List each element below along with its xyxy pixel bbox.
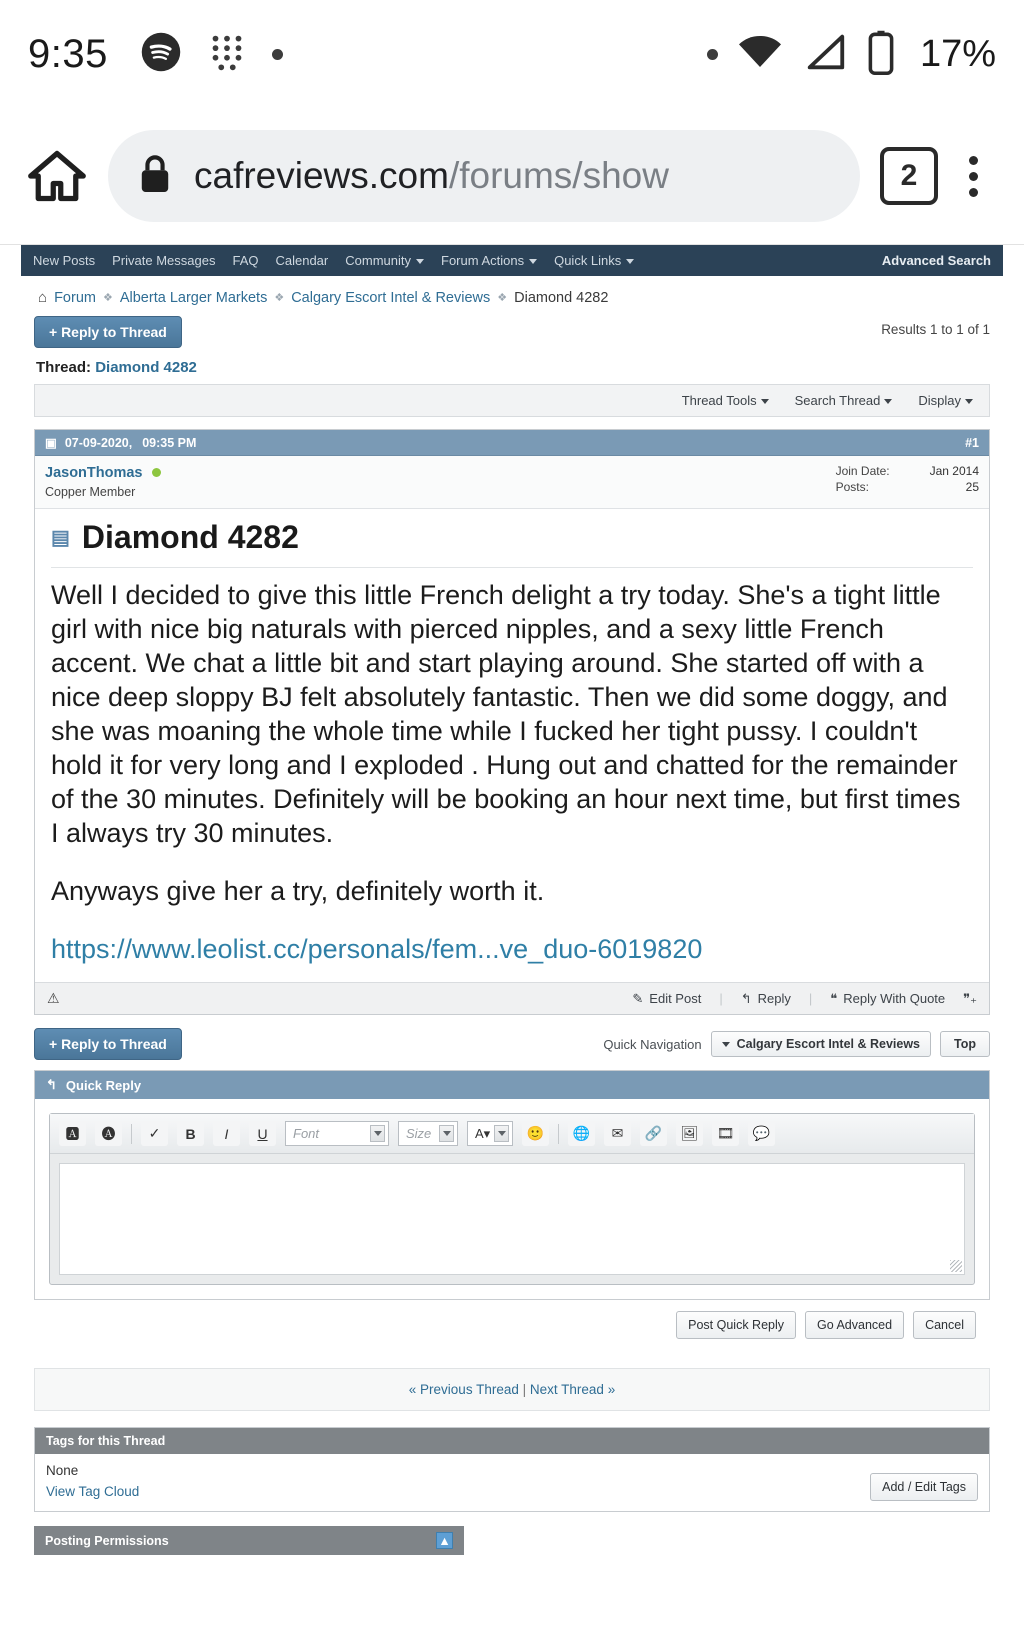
breadcrumb-item-calgary[interactable]: Calgary Escort Intel & Reviews — [291, 289, 491, 306]
wysiwyg-editor — [49, 1113, 975, 1285]
spotify-icon — [140, 31, 182, 78]
breadcrumb-separator: ❖ — [102, 292, 113, 304]
reply-to-thread-button-bottom[interactable]: + Reply to Thread — [34, 1028, 182, 1060]
advanced-search-link[interactable]: Advanced Search — [881, 253, 991, 268]
status-notification-icons — [140, 29, 283, 80]
breadcrumb-separator: ❖ — [497, 292, 508, 304]
unlink-icon[interactable]: 🔗 — [640, 1121, 667, 1146]
remove-formatting-icon[interactable]: 🅰 — [59, 1121, 86, 1146]
posts-label: Posts: — [835, 480, 869, 494]
cancel-button[interactable]: Cancel — [913, 1311, 976, 1339]
divider — [558, 1124, 559, 1144]
home-icon: ⌂ — [38, 289, 48, 306]
size-select[interactable]: Size — [398, 1121, 458, 1146]
thread-title-link[interactable]: Diamond 4282 — [95, 359, 197, 376]
posts-value: 25 — [965, 480, 979, 494]
battery-icon — [866, 29, 896, 80]
post-author-name[interactable]: JasonThomas — [45, 465, 143, 481]
post-paragraph-1: Well I decided to give this little French delight a try today. She's a tight little girl with nice big naturals with pierced nipples, and a sexy little French accent. We chat a little bit and start playing around. She started off with a nice deep sloppy BJ felt absolutely fantastic. Then we did some doggy, and she was moaning the whole time while I fucked her tight pussy. I couldn't hold it for very long and I exploded . Hung out and chatted for the remainder of the 30 minutes. Definitely will be booking an hour next time, but first times I always try 30 minutes. — [51, 580, 961, 849]
display-button[interactable]: Display — [918, 393, 973, 408]
divider: | — [522, 1382, 527, 1398]
previous-thread-link[interactable]: « Previous Thread — [408, 1382, 519, 1398]
breadcrumb-item-alberta[interactable]: Alberta Larger Markets — [119, 289, 268, 306]
lock-icon — [138, 153, 172, 200]
search-thread-button[interactable]: Search Thread — [795, 393, 893, 408]
editor-toolbar — [50, 1114, 974, 1154]
post-author-block — [35, 456, 989, 509]
quick-reply-actions — [34, 1300, 990, 1352]
divider — [131, 1124, 132, 1144]
add-edit-tags-button[interactable]: Add / Edit Tags — [870, 1473, 978, 1501]
thread-label: Thread: — [36, 359, 92, 376]
breadcrumb-item-current: Diamond 4282 — [514, 289, 609, 306]
wifi-icon — [736, 32, 784, 77]
tags-container — [34, 1427, 990, 1512]
quick-navigation — [603, 1031, 990, 1057]
italic-icon[interactable]: I — [213, 1121, 240, 1146]
breadcrumb — [34, 276, 990, 316]
dot-icon — [707, 49, 718, 60]
document-icon: ▤ — [51, 527, 70, 549]
post-author-stats — [836, 464, 979, 499]
reply-button[interactable]: ↰ Reply — [740, 990, 791, 1007]
report-post-icon[interactable]: ⚠ — [47, 990, 60, 1007]
status-time: 9:35 — [28, 31, 108, 76]
pencil-icon: ✎ — [632, 990, 644, 1006]
results-count: Results 1 to 1 of 1 — [881, 322, 990, 337]
spellcheck-icon[interactable]: ✓ — [141, 1121, 168, 1146]
thread-prev-next-nav — [34, 1368, 990, 1411]
reply-with-quote-button[interactable]: ❝ Reply With Quote — [830, 990, 946, 1007]
insert-image-icon[interactable]: 🖼 — [676, 1121, 703, 1146]
post-header — [35, 430, 989, 456]
join-date-label: Join Date: — [835, 464, 890, 478]
reply-to-thread-button-top[interactable]: + Reply to Thread — [34, 316, 182, 348]
collapse-icon[interactable]: ▲ — [436, 1532, 453, 1549]
quote-icon: ❝ — [830, 990, 838, 1006]
nav-item-calendar[interactable]: Calendar — [275, 253, 329, 268]
dot-icon — [272, 49, 283, 60]
nav-item-community[interactable]: Community — [345, 253, 424, 268]
online-status-icon — [152, 468, 161, 477]
font-select[interactable]: Font — [285, 1121, 389, 1146]
divider: | — [719, 991, 723, 1007]
chevron-down-icon — [439, 1125, 454, 1142]
nav-item-forum-actions[interactable]: Forum Actions — [441, 253, 537, 268]
page-content — [21, 276, 1003, 1565]
nav-item-quick-links[interactable]: Quick Links — [554, 253, 634, 268]
divider: | — [808, 991, 813, 1007]
bold-icon[interactable]: B — [177, 1121, 204, 1146]
nav-item-faq[interactable]: FAQ — [232, 253, 259, 268]
quick-reply-header — [35, 1071, 989, 1099]
post-title-text: Diamond 4282 — [81, 519, 299, 555]
post-author-row — [45, 464, 161, 482]
browser-menu-icon[interactable] — [948, 156, 998, 197]
chevron-down-icon — [416, 259, 424, 264]
chevron-down-icon — [884, 399, 892, 404]
signal-icon — [802, 32, 848, 77]
battery-percent: 17% — [919, 32, 996, 75]
chevron-down-icon — [761, 399, 769, 404]
nav-item-new-posts[interactable]: New Posts — [33, 253, 96, 268]
underline-icon[interactable]: U — [249, 1121, 276, 1146]
thread-bottom-nav — [34, 1028, 990, 1060]
url-path: /forums/show — [448, 155, 669, 196]
quick-navigation-select[interactable]: Calgary Escort Intel & Reviews — [711, 1031, 931, 1057]
insert-link-icon[interactable]: 🌐 — [568, 1121, 595, 1146]
next-thread-link[interactable]: Next Thread » — [529, 1382, 616, 1398]
post-external-link[interactable]: https://www.leolist.cc/personals/fem...ve_duo-6019820 — [51, 934, 703, 965]
page-title — [34, 348, 990, 384]
url-domain: cafreviews.com — [194, 155, 449, 196]
forum-nav-bar — [21, 245, 1003, 276]
post-date: 07-09-2020, — [64, 435, 133, 450]
posting-permissions-header[interactable] — [34, 1526, 464, 1555]
post-text — [51, 578, 973, 966]
chevron-down-icon — [965, 399, 973, 404]
chevron-down-icon — [722, 1042, 730, 1047]
insert-video-icon[interactable]: 🎞 — [712, 1121, 739, 1146]
posting-permissions-label: Posting Permissions — [45, 1533, 169, 1548]
post-container — [34, 429, 990, 1015]
font-color-icon[interactable]: A▾ — [467, 1121, 513, 1146]
tags-header: Tags for this Thread — [35, 1428, 989, 1454]
undo-format-icon[interactable]: 🅐 — [95, 1121, 122, 1146]
edit-post-button[interactable]: ✎ Edit Post — [632, 990, 702, 1007]
address-bar[interactable] — [108, 130, 860, 222]
nav-item-private-messages[interactable]: Private Messages — [112, 253, 216, 268]
post-footer — [35, 982, 989, 1014]
post-quick-reply-button[interactable]: Post Quick Reply — [676, 1311, 796, 1339]
quick-reply-container — [34, 1070, 990, 1300]
post-title — [51, 519, 973, 568]
quick-navigation-label: Quick Navigation — [603, 1036, 702, 1052]
go-advanced-button[interactable]: Go Advanced — [805, 1311, 904, 1339]
tags-none-text: None — [46, 1463, 79, 1479]
breadcrumb-separator: ❖ — [274, 292, 285, 304]
breadcrumb-item-forum[interactable]: Forum — [54, 289, 96, 306]
top-button[interactable]: Top — [940, 1031, 990, 1057]
multi-quote-icon[interactable]: ❞₊ — [963, 990, 977, 1006]
browser-toolbar — [0, 108, 1024, 244]
page-icon: ▣ — [45, 436, 57, 450]
quick-reply-textarea[interactable] — [59, 1163, 965, 1275]
chevron-down-icon — [370, 1125, 385, 1142]
android-status-bar — [0, 0, 1024, 108]
wrap-quotes-icon[interactable]: 💬 — [748, 1121, 775, 1146]
chevron-down-icon — [494, 1125, 509, 1142]
url-text — [194, 155, 669, 197]
resize-handle-icon[interactable] — [950, 1260, 962, 1272]
tab-switcher-button[interactable]: 2 — [880, 147, 938, 205]
home-button[interactable] — [26, 145, 88, 207]
insert-email-icon[interactable]: ✉ — [604, 1121, 631, 1146]
thread-tools-button[interactable]: Thread Tools — [682, 393, 769, 408]
reply-arrow-icon: ↰ — [740, 990, 752, 1006]
status-system-icons — [707, 29, 996, 80]
keyboard-icon — [204, 29, 250, 80]
post-paragraph-2: Anyways give her a try, definitely worth it. — [51, 876, 545, 907]
reply-arrow-icon: ↰ — [46, 1077, 57, 1093]
quick-reply-title: Quick Reply — [65, 1077, 142, 1093]
post-number[interactable]: #1 — [965, 435, 979, 450]
post-author-title: Copper Member — [45, 485, 136, 499]
post-body — [35, 509, 989, 982]
post-time: 09:35 PM — [142, 435, 197, 450]
thread-toolbar — [34, 384, 990, 417]
web-page-viewport — [0, 244, 1024, 1642]
view-tag-cloud-link[interactable]: View Tag Cloud — [46, 1484, 140, 1500]
chevron-down-icon — [626, 259, 634, 264]
join-date-value: Jan 2014 — [929, 464, 979, 478]
chevron-down-icon — [529, 259, 537, 264]
smilie-icon[interactable]: 🙂 — [522, 1121, 549, 1146]
